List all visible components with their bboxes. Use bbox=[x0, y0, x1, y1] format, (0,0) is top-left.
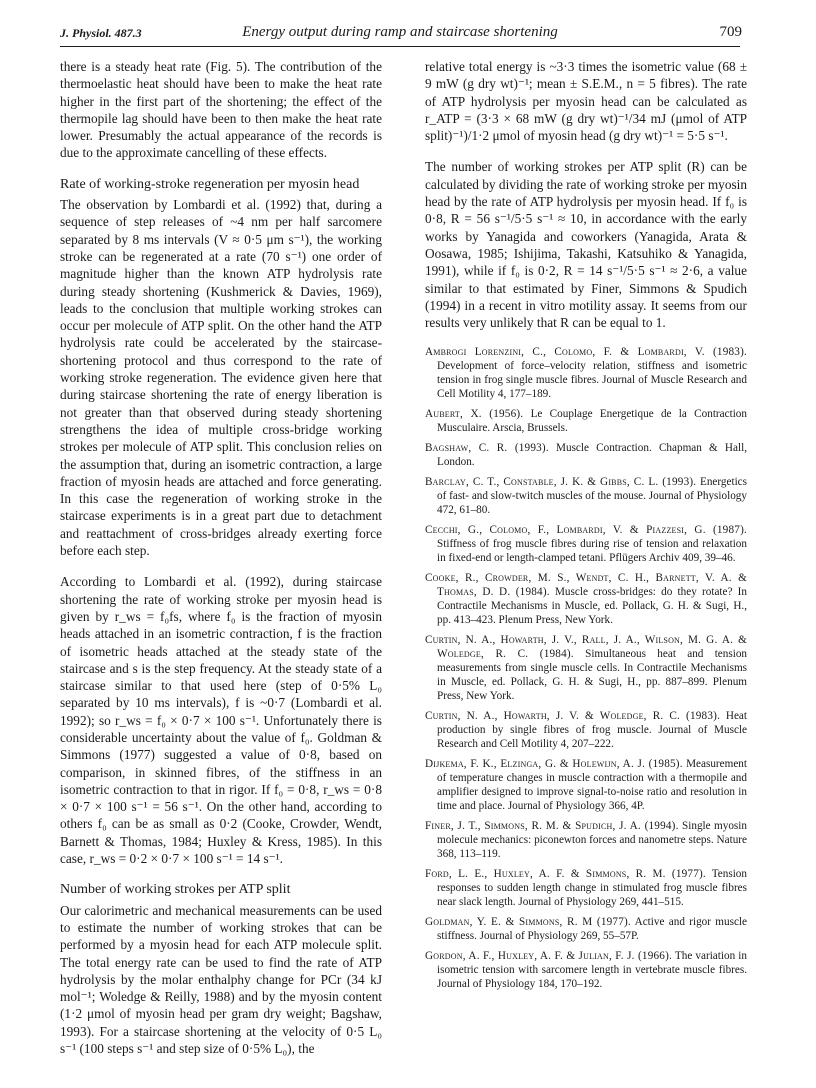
reference-text: Heat production by single fibres of frog muscle. Journal of Muscle Research and Cell Motility 4, 207–222. bbox=[437, 710, 747, 751]
section-heading-strokes-per-atp: Number of working strokes per ATP split bbox=[60, 882, 291, 898]
reference-text: Energetics of fast- and slow-twitch muscles of the mouse. Journal of Physiology 472, 61–80. bbox=[437, 476, 747, 517]
continuation-paragraph: relative total energy is ~3·3 times the isometric value (68 ± 9 mW (g dry wt)⁻¹; mean ± S.E.M., n = 5 fibres). The rate of ATP hydrolysis per myosin head can be calculated as r_ATP = (3·3 × 68 mW (g dry wt)⁻¹/34 mJ (μmol of ATP split)⁻¹)/1·2 μmol of myosin head (g dry wt)⁻¹ = 5·5 s⁻¹. bbox=[425, 59, 747, 144]
running-title: Energy output during ramp and staircase shortening bbox=[242, 24, 558, 40]
reference-authors: Aubert, X. (1956). bbox=[425, 408, 524, 421]
reference-text: Muscle cross-bridges: do they rotate? In Contractile Mechanisms in Muscle, ed. Pollack, G. H. & Sugi, H., pp. 413–423. Plenum Press, New York. bbox=[437, 586, 747, 627]
intro-paragraph: there is a steady heat rate (Fig. 5). The contribution of the thermoelastic heat should have been to make the heat rate higher in the first part of the shortening; the effect of the thermopile lag should have been to then make the heat rate lower. Presumably the actual appearance of the records is due to the approximate cancelling of these effects. bbox=[60, 59, 382, 161]
reference-authors: Cecchi, G., Colomo, F., Lombardi, V. & Piazzesi, G. (1987). bbox=[425, 524, 747, 537]
body-paragraph: The number of working strokes per ATP split (R) can be calculated by dividing the rate of working stroke per myosin head by the rate of ATP hydrolysis per myosin head. If f₀ is 0·8, R = 56 s⁻¹/5·5 s⁻¹ ≈ 10, in accordance with the early works by Yanagida and coworkers (Yanagida, Arata & Oosawa, 1985; Ishijima, Takashi, Katsuhiko & Yanagida, 1991), while if f₀ is 0·2, R = 14 s⁻¹/5·5 s⁻¹ ≈ 2·6, a value similar to that estimated by Finer, Simmons & Spudich (1994) in a recent in vitro motility assay. It seems from our results very unlikely that R can be equal to 1. bbox=[425, 159, 747, 331]
reference-item bbox=[425, 523, 747, 565]
reference-text: Simultaneous heat and tension measurements from single muscle cells. In Contractile Mechanisms in Muscle, ed. Pollack, G. H. & Sugi, H., pp. 887–899. Plenum Press, New York. bbox=[437, 648, 748, 703]
section-heading-working-stroke-regeneration: Rate of working-stroke regeneration per myosin head bbox=[60, 176, 360, 192]
body-paragraph: The observation by Lombardi et al. (1992) that, during a sequence of step releases of ~4 nm per half sarcomere separated by 8 ms intervals (V ≈ 0·5 μm s⁻¹), the working stroke can be regenerated at a rate (70 s⁻¹) one order of magnitude higher than the known ATP hydrolysis rate during steady shortening (Kushmerick & Davies, 1969), leads to the conclusion that multiple working strokes can occur per molecule of ATP split. On the other hand the ATP hydrolysis rate could be accelerated by the staircase-shortening protocol and thus correspond to the rate of working stroke regeneration. The evidence given here that during staircase shortening the rate of energy liberation is not greater than that observed during steady shortening strengthens the idea of multiple cross-bridge working strokes per molecule of ATP split. This conclusion relies on the assumption that, during an isometric contraction, a large fraction of myosin heads are attached and force generating. In this case the regeneration of working stroke in the staircase experiments is in a great part due to detachment and reattachment of cross-bridges already exerting force before each step. bbox=[60, 197, 382, 559]
reference-text: Active and rigor muscle stiffness. Journal of Physiology 269, 55–57P. bbox=[437, 916, 747, 943]
reference-item bbox=[425, 915, 747, 943]
left-column bbox=[60, 58, 382, 1057]
reference-item bbox=[425, 949, 747, 991]
reference-item bbox=[425, 867, 747, 909]
reference-item bbox=[425, 407, 747, 435]
reference-item bbox=[425, 345, 747, 401]
reference-authors: Bagshaw, C. R. (1993). bbox=[425, 442, 549, 455]
reference-list bbox=[425, 345, 747, 991]
reference-authors: Barclay, C. T., Constable, J. K. & Gibbs, C. L. (1993). bbox=[425, 476, 697, 489]
body-paragraph: Our calorimetric and mechanical measurements can be used to estimate the number of working strokes that can be performed by a myosin head for each ATP molecule split. The total energy rate can be used to find the rate of ATP hydrolysis by the molar enthalphy change for PCr (34 kJ mol⁻¹; Woledge & Reilly, 1988) and by the myosin content (1·2 μmol of myosin head per gram dry weight; Bagshaw, 1993). For a staircase shortening at the velocity of 0·5 L₀ s⁻¹ (100 steps s⁻¹ and step size of 0·5% L₀), the bbox=[60, 902, 382, 1057]
reference-text: The variation in isometric tension with sarcomere length in vertebrate muscle fibres. Journal of Physiology 184, 170–192. bbox=[437, 950, 747, 991]
reference-item bbox=[425, 633, 747, 703]
reference-authors: Dijkema, F. K., Elzinga, G. & Holewijn, A. J. (1985). bbox=[425, 758, 683, 771]
reference-text: Muscle Contraction. Chapman & Hall, London. bbox=[437, 442, 747, 469]
reference-authors: Finer, J. T., Simmons, R. M. & Spudich, J. A. (1994). bbox=[425, 820, 679, 833]
reference-item bbox=[425, 709, 747, 751]
reference-authors: Ambrogi Lorenzini, C., Colomo, F. & Lombardi, V. (1983). bbox=[425, 346, 747, 359]
reference-item bbox=[425, 475, 747, 517]
reference-text: Measurement of temperature changes in muscle contraction with a thermopile and amplifier designed to improve signal-to-noise ratio and resolution in time and place. Journal of Physiology 366, 4P. bbox=[437, 758, 747, 813]
journal-citation: J. Physiol. 487.3 bbox=[60, 26, 142, 40]
reference-item bbox=[425, 571, 747, 627]
reference-item bbox=[425, 441, 747, 469]
reference-text: Le Couplage Energetique de la Contraction Musculaire. Arscia, Brussels. bbox=[437, 408, 747, 435]
reference-text: Tension responses to sudden length change in stimulated frog muscle fibres near slack length. Journal of Physiology 269, 441–515. bbox=[437, 868, 747, 909]
reference-text: Single myosin molecule mechanics: piconewton forces and nanometre steps. Nature 368, 113–119. bbox=[437, 820, 747, 861]
reference-authors: Ford, L. E., Huxley, A. F. & Simmons, R. M. (1977). bbox=[425, 868, 706, 881]
reference-item bbox=[425, 819, 747, 861]
reference-authors: Goldman, Y. E. & Simmons, R. M (1977). bbox=[425, 916, 631, 929]
header-rule bbox=[60, 46, 740, 47]
reference-text: Development of force–velocity relation, stiffness and isometric tension in frog single muscle fibres. Journal of Muscle Research and Cell Motility 4, 177–189. bbox=[437, 360, 747, 401]
reference-item bbox=[425, 757, 747, 813]
reference-authors: Cooke, R., Crowder, M. S., Wendt, C. H., Barnett, V. A. & Thomas, D. D. (1984). bbox=[425, 572, 747, 599]
reference-text: Stiffness of frog muscle fibres during rise of tension and relaxation in fixed-end or length-clamped tetani. Pflügers Archiv 409, 39–46. bbox=[437, 538, 747, 565]
body-paragraph: According to Lombardi et al. (1992), during staircase shortening the rate of working stroke per myosin head is given by r_ws = f₀fs, where f₀ is the fraction of myosin heads attached in an isometric contraction, f is the fraction of isometric heads attached at the steady state of the staircase and s is the step frequency. At the steady state of a staircase similar to that used here (step of 0·5% L₀ separated by 10 ms intervals), f is ~0·7 (Lombardi et al. 1992); so r_ws = f₀ × 0·7 × 100 s⁻¹. Unfortunately there is considerable uncertainty about the value of f₀. Goldman & Simmons (1977) suggested a value of 0·8, based on comparison, in skinned fibres, of the stiffness in an isometric contraction to that in rigor. If f₀ = 0·8, r_ws = 0·8 × 0·7 × 100 s⁻¹ = 56 s⁻¹. On the other hand, according to others f₀ can be as small as 0·2 (Cooke, Crowder, Wendt, Barnett & Thomas, 1984; Huxley & Kress, 1985). In this case, r_ws = 0·2 × 0·7 × 100 s⁻¹ = 14 s⁻¹. bbox=[60, 574, 382, 867]
reference-authors: Curtin, N. A., Howarth, J. V. & Woledge, R. C. (1983). bbox=[425, 710, 721, 723]
page-header bbox=[60, 24, 740, 44]
reference-authors: Gordon, A. F., Huxley, A. F. & Julian, F. J. (1966). bbox=[425, 950, 672, 963]
reference-authors: Curtin, N. A., Howarth, J. V., Rall, J. A., Wilson, M. G. A. & Woledge, R. C. (1984). bbox=[425, 634, 747, 661]
page-number: 709 bbox=[719, 24, 742, 40]
right-column bbox=[425, 58, 747, 997]
